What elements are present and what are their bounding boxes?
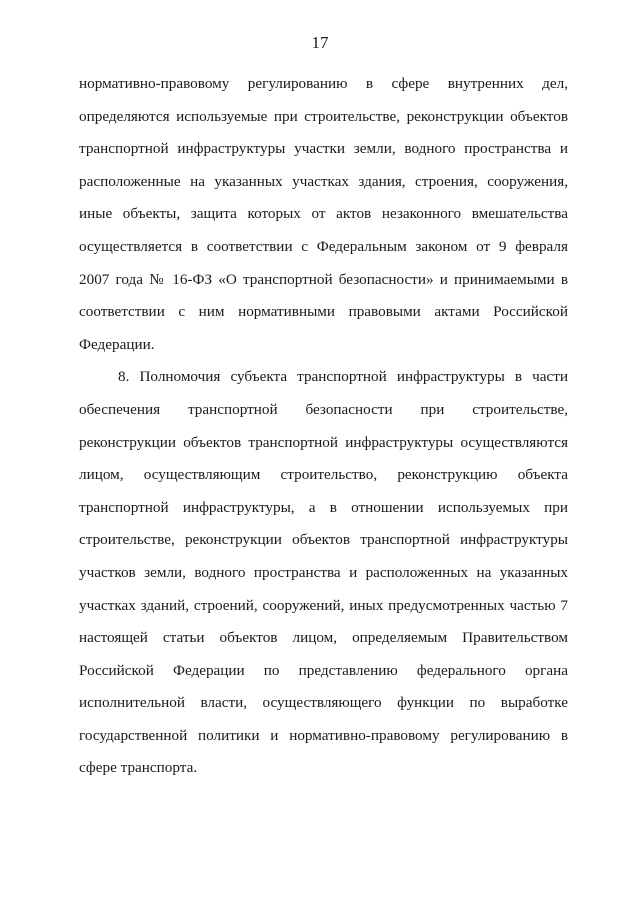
- paragraph-2: [79, 361, 568, 785]
- text-line: осуществляется в соответствии с Федеральным законом от 9 февраля: [79, 237, 568, 255]
- text-line: лицом, осуществляющим строительство, реконструкцию объекта: [79, 466, 568, 484]
- text-line: иные объекты, защита которых от актов незаконного вмешательства: [79, 205, 568, 223]
- text-line: участков земли, водного пространства и расположенных на указанных: [79, 563, 568, 581]
- text-line: транспортной инфраструктуры, а в отношении используемых при: [79, 498, 568, 516]
- paragraph-1: [79, 68, 568, 361]
- text-line: Федерации.: [79, 335, 155, 353]
- text-line: 8. Полномочия субъекта транспортной инфраструктуры в части: [118, 368, 568, 386]
- page-number: 17: [311, 33, 329, 52]
- text-line: строительстве, реконструкции объектов транспортной инфраструктуры: [79, 531, 568, 549]
- text-line: 2007 года № 16-ФЗ «О транспортной безопасности» и принимаемыми в: [79, 270, 568, 288]
- text-line: нормативно-правовому регулированию в сфере внутренних дел,: [79, 75, 568, 92]
- text-line: настоящей статьи объектов лицом, определяемым Правительством: [79, 629, 568, 647]
- text-line: государственной политики и нормативно-правовому регулированию в: [79, 726, 568, 744]
- text-line: транспортной инфраструктуры участки земли, водного пространства и: [79, 140, 568, 158]
- text-line: обеспечения транспортной безопасности при строительстве,: [79, 400, 568, 418]
- text-line: исполнительной власти, осуществляющего функции по выработке: [79, 694, 568, 712]
- text-line: реконструкции объектов транспортной инфраструктуры осуществляются: [79, 433, 568, 451]
- text-line: определяются используемые при строительстве, реконструкции объектов: [79, 107, 568, 125]
- text-line: участках зданий, строений, сооружений, иных предусмотренных частью 7: [79, 596, 568, 614]
- body-text: [79, 68, 568, 785]
- text-line: Российской Федерации по представлению федерального органа: [79, 661, 568, 679]
- text-line: соответствии с ним нормативными правовыми актами Российской: [79, 303, 568, 321]
- text-line: сфере транспорта.: [79, 759, 198, 777]
- text-line: расположенные на указанных участках здания, строения, сооружения,: [79, 172, 568, 190]
